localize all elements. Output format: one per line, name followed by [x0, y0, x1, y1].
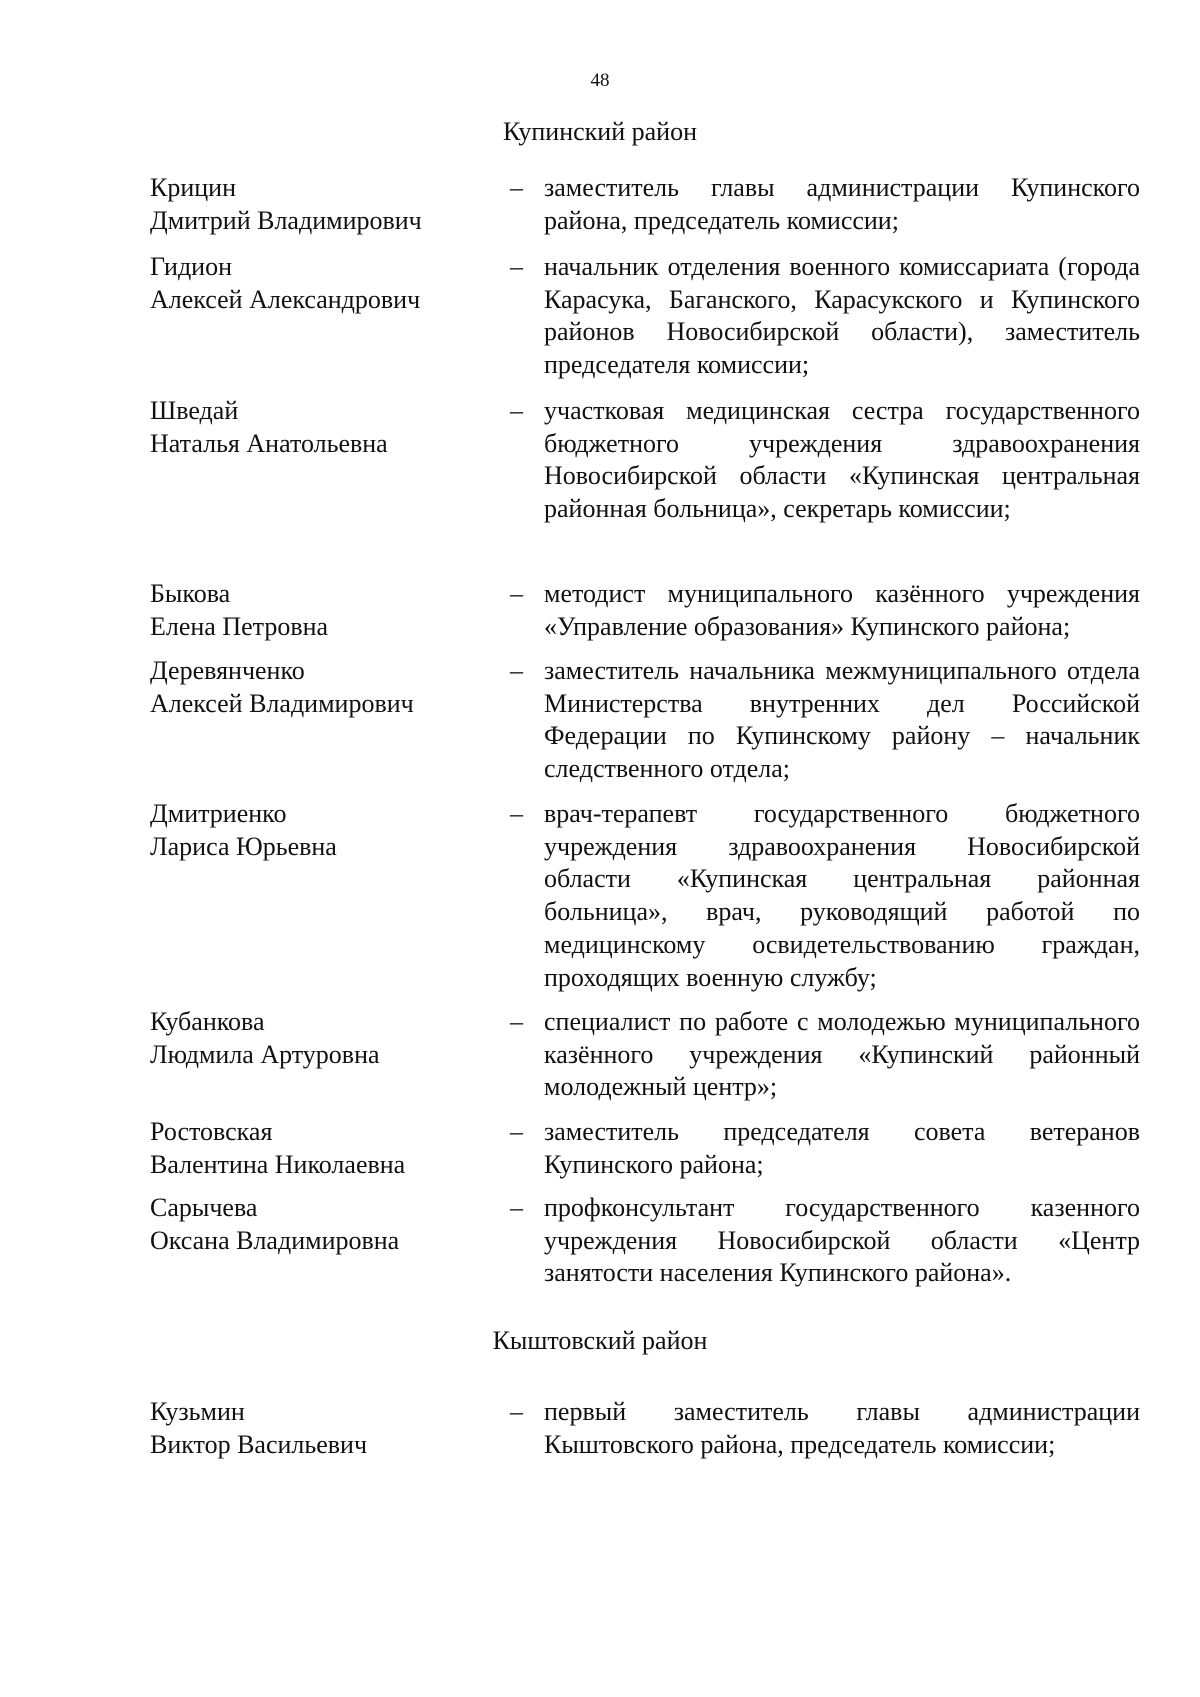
dash-separator: –: [510, 1397, 523, 1426]
member-role: участковая медицинская сестра государственного бюджетного учреждения здравоохранения Новосибирской области «Купинская центральная районная больница», секретарь комиссии;: [544, 396, 1140, 524]
member-name: [150, 1192, 490, 1257]
member-name: [150, 798, 490, 863]
member-entry: [150, 1116, 1140, 1181]
member-surname: Шведай: [150, 396, 239, 425]
member-given-name: Наталья Анатольевна: [150, 428, 388, 458]
member-name: [150, 1006, 490, 1071]
member-given-name: Оксана Владимировна: [150, 1225, 400, 1255]
member-given-name: Елена Петровна: [150, 611, 329, 641]
member-role: методист муниципального казённого учреждения «Управление образования» Купинского района;: [544, 579, 1140, 641]
member-role: заместитель главы администрации Купинского района, председатель комиссии;: [544, 173, 1140, 235]
member-given-name: Алексей Александрович: [150, 284, 421, 314]
member-surname: Кузьмин: [150, 1397, 245, 1426]
member-role: специалист по работе с молодежью муниципального казённого учреждения «Купинский районный молодежный центр»;: [544, 1007, 1140, 1102]
member-given-name: Виктор Васильевич: [150, 1429, 368, 1459]
dash-separator: –: [510, 173, 523, 202]
member-name: [150, 655, 490, 720]
dash-separator: –: [510, 579, 523, 608]
member-entry: [150, 395, 1140, 526]
member-name: [150, 1116, 490, 1181]
dash-separator: –: [510, 799, 523, 828]
member-given-name: Алексей Владимирович: [150, 688, 414, 718]
member-name: [150, 395, 490, 460]
member-surname: Кубанкова: [150, 1007, 265, 1036]
member-entry: [150, 172, 1140, 237]
member-role: заместитель председателя совета ветеранов Купинского района;: [544, 1117, 1140, 1179]
member-entry: [150, 1192, 1140, 1290]
member-given-name: Валентина Николаевна: [150, 1149, 406, 1179]
member-entry: [150, 251, 1140, 382]
section-title: Купинский район: [503, 117, 697, 146]
dash-separator: –: [510, 656, 523, 685]
member-entry: [150, 655, 1140, 786]
member-entry: [150, 1006, 1140, 1104]
member-surname: Сарычева: [150, 1193, 258, 1222]
member-role: начальник отделения военного комиссариата (города Карасука, Баганского, Карасукского и Купинского районов Новосибирской области), заместитель председателя комиссии;: [544, 252, 1140, 380]
member-entry: [150, 1396, 1140, 1461]
member-role: первый заместитель главы администрации Кыштовского района, председатель комиссии;: [544, 1397, 1140, 1459]
member-name: [150, 172, 490, 237]
member-surname: Крицин: [150, 173, 236, 202]
member-surname: Ростовская: [150, 1117, 273, 1146]
member-role: врач-терапевт государственного бюджетного учреждения здравоохранения Новосибирской области «Купинская центральная районная больница», врач, руководящий работой по медицинскому освидетельствованию граждан, проходящих военную службу;: [544, 799, 1140, 992]
section-title: Кыштовский район: [492, 1326, 708, 1355]
dash-separator: –: [510, 252, 523, 281]
dash-separator: –: [510, 1117, 523, 1146]
member-given-name: Людмила Артуровна: [150, 1039, 380, 1069]
member-role: профконсультант государственного казенного учреждения Новосибирской области «Центр занятости населения Купинского района».: [544, 1193, 1140, 1288]
member-name: [150, 578, 490, 643]
member-surname: Дмитриенко: [150, 799, 287, 828]
member-given-name: Дмитрий Владимирович: [150, 205, 422, 235]
member-entry: [150, 798, 1140, 994]
member-surname: Деревянченко: [150, 656, 305, 685]
member-name: [150, 251, 490, 316]
member-entry: [150, 578, 1140, 643]
member-name: [150, 1396, 490, 1461]
member-role: заместитель начальника межмуниципального отдела Министерства внутренних дел Российской Федерации по Купинскому району – начальник следственного отдела;: [544, 656, 1140, 784]
member-surname: Гидион: [150, 252, 233, 281]
member-given-name: Лариса Юрьевна: [150, 831, 337, 861]
member-surname: Быкова: [150, 579, 231, 608]
dash-separator: –: [510, 396, 523, 425]
dash-separator: –: [510, 1007, 523, 1036]
dash-separator: –: [510, 1193, 523, 1222]
page-number: 48: [590, 70, 610, 91]
